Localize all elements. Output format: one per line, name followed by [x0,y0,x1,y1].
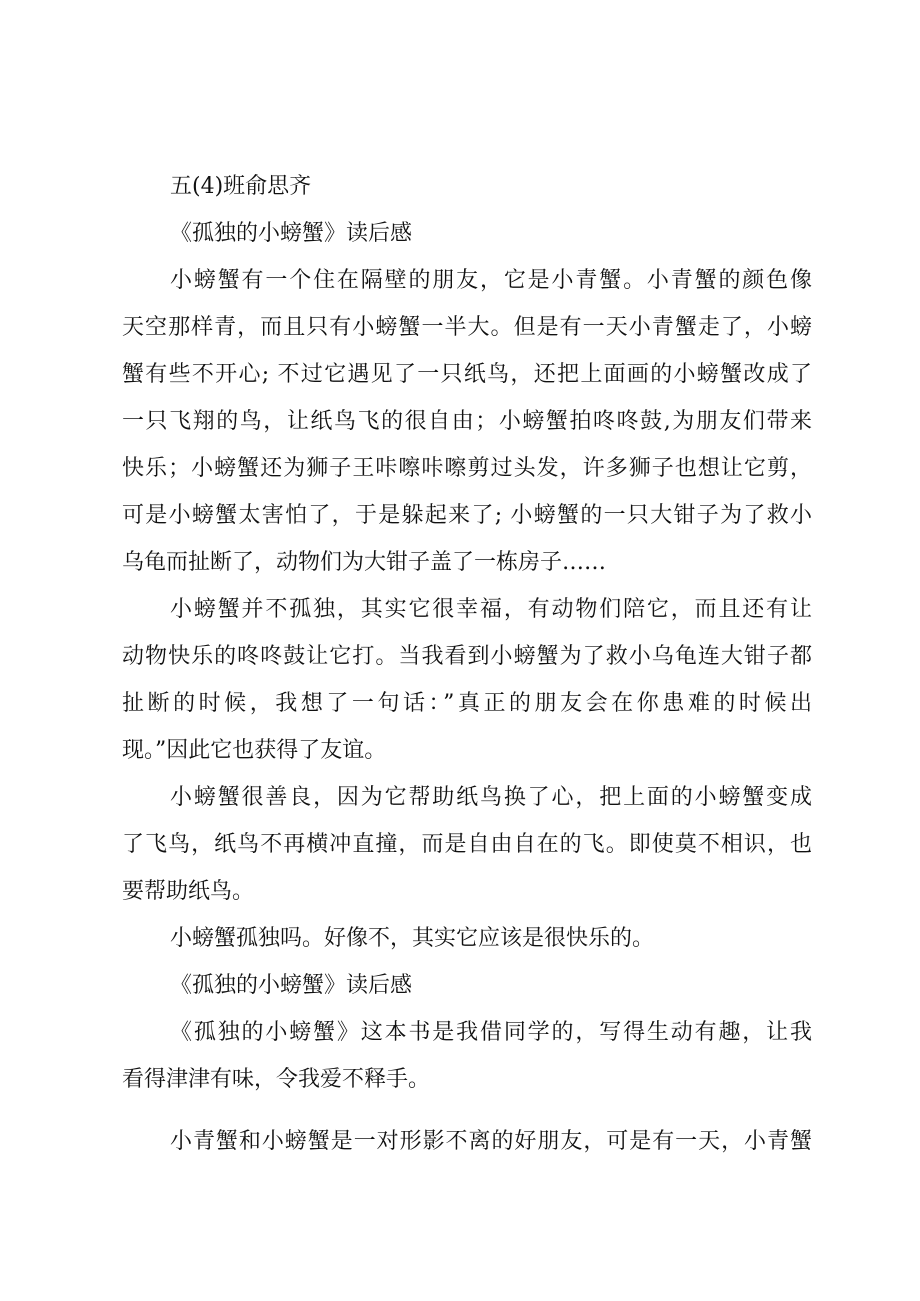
essay1-para2-line: 扯断的时候，我想了一句话：”真正的朋友会在你患难的时候出 [122,691,812,716]
essay1-para1-line: 快乐；小螃蟹还为狮子王咔嚓咔嚓剪过头发，许多狮子也想让它剪， [122,456,812,481]
essay1-para1-line: 可是小螃蟹太害怕了，于是躲起来了; 小螃蟹的一只大钳子为了救小 [122,503,812,528]
essay1-para1-line: 乌龟而扯断了，动物们为大钳子盖了一栋房子…… [122,550,607,575]
essay2-title: 《孤独的小螃蟹》读后感 [170,973,413,998]
essay1-para3-line: 小螃蟹很善良，因为它帮助纸鸟换了心，把上面的小螃蟹变成 [170,785,812,810]
essay1-title: 《孤独的小螃蟹》读后感 [170,221,413,246]
essay1-para3-line: 要帮助纸鸟。 [122,879,255,904]
essay1-para1-line: 蟹有些不开心; 不过它遇见了一只纸鸟，还把上面画的小螃蟹改成了 [122,362,812,387]
essay2-para2-line: 小青蟹和小螃蟹是一对形影不离的好朋友，可是有一天，小青蟹 [170,1129,812,1154]
essay2-para1-line: 《孤独的小螃蟹》这本书是我借同学的，写得生动有趣，让我 [170,1020,812,1045]
essay1-para2-line: 动物快乐的咚咚鼓让它打。当我看到小螃蟹为了救小乌龟连大钳子都 [122,644,812,669]
essay1-para1-line: 天空那样青，而且只有小螃蟹一半大。但是有一天小青蟹走了，小螃 [122,315,812,340]
essay1-para3-line: 了飞鸟，纸鸟不再横冲直撞，而是自由自在的飞。即使莫不相识，也 [122,832,812,857]
essay1-para1-line: 一只飞翔的鸟，让纸鸟飞的很自由；小螃蟹拍咚咚鼓,为朋友们带来 [122,409,812,434]
author-line: 五(4)班俞思齐 [170,174,312,199]
essay1-para2-line: 现。”因此它也获得了友谊。 [122,738,387,763]
essay1-para2-line: 小螃蟹并不孤独，其实它很幸福，有动物们陪它，而且还有让 [170,597,812,622]
essay2-para1-line: 看得津津有味，令我爱不释手。 [122,1067,431,1092]
essay1-para1-line: 小螃蟹有一个住在隔壁的朋友，它是小青蟹。小青蟹的颜色像 [170,268,812,293]
essay1-para4-line: 小螃蟹孤独吗。好像不，其实它应该是很快乐的。 [170,926,655,951]
